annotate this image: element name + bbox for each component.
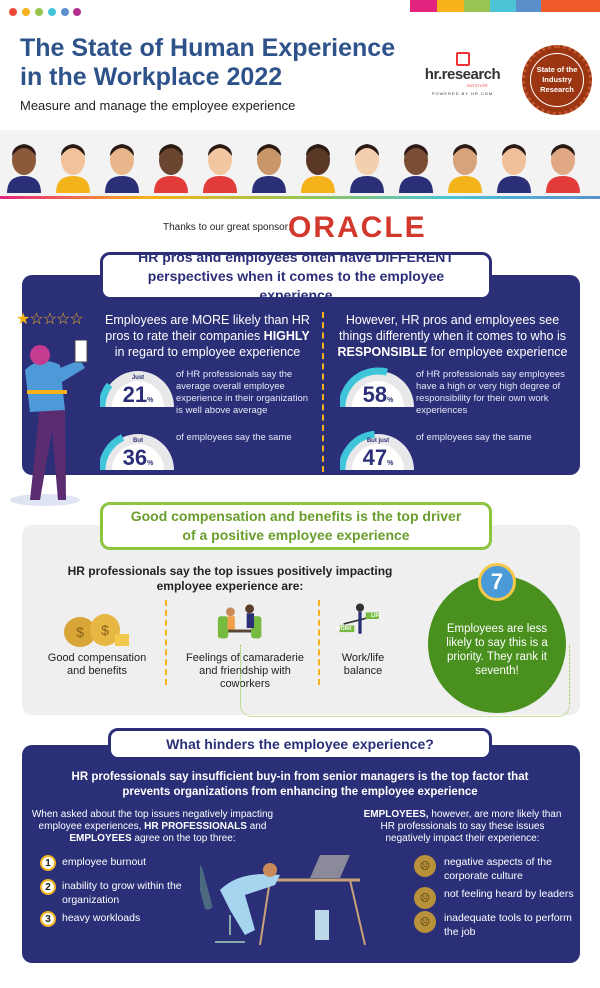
decor-dot <box>35 8 43 16</box>
stat-description: of HR professionals say the average overall employee experience in their organization is well above average <box>176 369 309 416</box>
stat-description: of HR professionals say employees have a high or very high degree of responsibility for their own work experiences <box>416 369 565 416</box>
issue-text: not feeling heard by leaders <box>444 888 574 900</box>
people-illustration-strip <box>0 130 600 198</box>
left-column-title: Employees are MORE likely than HR pros to rate their companies HIGHLY in regard to employee experience <box>105 313 310 359</box>
industry-research-seal: State of the Industry Research <box>522 45 592 115</box>
right-intro: EMPLOYEES, however, are more likely than HR professionals to say these issues negatively impact their experience: <box>363 809 562 844</box>
decor-dot <box>73 8 81 16</box>
issue-text: negative aspects of the corporate culture <box>444 856 552 882</box>
decor-dot <box>9 8 17 16</box>
person-face-icon <box>5 138 43 193</box>
divider <box>322 312 324 472</box>
section-intro: HR professionals say insufficient buy-in from senior managers is the top factor that prevents organizations from enhancing the employee experience <box>71 771 529 798</box>
money-bags-icon <box>60 604 130 649</box>
driver-item: Good compensation and benefits <box>47 652 147 677</box>
oracle-logo: ORACLE <box>288 211 427 244</box>
number-badge-icon: 3 <box>40 911 56 927</box>
driver-item: Work/life balance <box>341 652 385 677</box>
hr-research-logo: hr.research INSTITUTE POWERED BY HR.COM <box>420 52 505 96</box>
stat-gauge <box>340 367 416 407</box>
work-sign: WORK <box>336 626 352 632</box>
employee-issue-item <box>414 911 574 939</box>
employee-issue-item <box>414 887 574 909</box>
hinder-item-text: heavy workloads <box>62 912 141 924</box>
color-bar <box>410 0 600 12</box>
employee-issue-item <box>414 855 574 883</box>
section-intro: HR professionals say the top issues positively impacting employee experience are: <box>67 564 393 593</box>
badge-text: Employees are less likely to say this is a priority. They rank it seventh! <box>446 623 548 677</box>
person-face-icon <box>397 138 435 193</box>
section-heading: Good compensation and benefits is the top driver of a positive employee experience <box>100 502 492 550</box>
stat-gauge <box>340 430 416 470</box>
divider <box>0 196 600 199</box>
decor-dot <box>48 8 56 16</box>
issue-text: inadequate tools to perform the job <box>444 912 572 938</box>
divider <box>165 600 167 685</box>
person-face-icon <box>201 138 239 193</box>
section-heading: What hinders the employee experience? <box>108 728 492 760</box>
stat-description: of employees say the same <box>176 432 292 443</box>
coworkers-icon <box>205 600 275 648</box>
person-face-icon <box>54 138 92 193</box>
person-face-icon <box>446 138 484 193</box>
hinder-item <box>40 879 190 907</box>
page-title: The State of Human Experience in the Workplace 2022 <box>20 34 396 91</box>
sad-face-icon: ☹ <box>414 887 436 909</box>
hinder-item-text: employee burnout <box>62 856 147 868</box>
gauge-value: 58% <box>362 382 394 407</box>
left-intro: When asked about the top issues negatively impacting employee experiences, HR PROFESSIONALS and EMPLOYEES agree on the top three: <box>31 809 274 844</box>
gauge-label: But just <box>366 438 390 444</box>
decor-dot <box>61 8 69 16</box>
gauge-label: Just <box>131 375 145 381</box>
sad-face-icon: ☹ <box>414 911 436 933</box>
burnout-desk-illustration <box>200 850 385 950</box>
person-face-icon <box>299 138 337 193</box>
hinder-item-text: inability to grow within the organization <box>62 880 182 906</box>
page-subtitle: Measure and manage the employee experience <box>20 98 296 113</box>
gauge-value: 36% <box>122 445 154 470</box>
number-badge-icon: 2 <box>40 879 56 895</box>
driver-item: Feelings of camaraderie and friendship with coworkers <box>185 652 304 690</box>
work-life-balance-icon <box>335 601 385 646</box>
gauge-value: 47% <box>362 445 394 470</box>
hinder-item <box>40 911 190 927</box>
person-face-icon <box>103 138 141 193</box>
svg-text:$: $ <box>101 622 109 638</box>
gauge-label: But <box>133 438 143 444</box>
star-rating: ★☆☆☆☆ <box>16 311 83 328</box>
number-badge-icon: 1 <box>40 855 56 871</box>
stat-description: of employees say the same <box>416 432 532 443</box>
person-face-icon <box>348 138 386 193</box>
person-face-icon <box>250 138 288 193</box>
gauge-value: 21% <box>122 382 154 407</box>
right-column-title: However, HR pros and employees see things differently when it comes to who is RESPONSIBLE for employee experience <box>337 313 568 359</box>
sponsor-label: Thanks to our great sponsor: <box>163 222 291 233</box>
decor-dot <box>22 8 30 16</box>
sad-face-icon: ☹ <box>414 855 436 877</box>
person-face-icon <box>495 138 533 193</box>
person-illustration <box>10 340 95 510</box>
section-heading: HR pros and employees often have DIFFERENT perspectives when it comes to the employee experience <box>100 252 492 300</box>
rank-medal-icon: 7 <box>478 563 516 601</box>
hinder-item <box>40 855 190 871</box>
stat-gauge <box>100 430 176 470</box>
stat-gauge <box>100 367 176 407</box>
person-face-icon <box>152 138 190 193</box>
life-sign: LIFE <box>371 613 382 619</box>
person-face-icon <box>544 138 582 193</box>
svg-text:$: $ <box>76 624 84 640</box>
